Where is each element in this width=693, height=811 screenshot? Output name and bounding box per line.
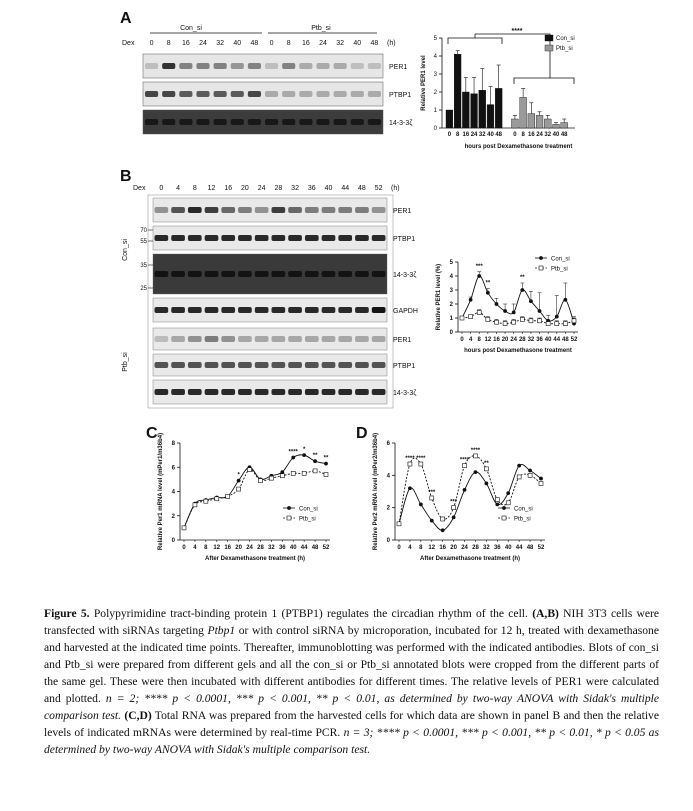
x-tick-label: 36 [278, 545, 286, 551]
mw-marker: 70 [140, 228, 147, 234]
lane-label: 24 [199, 40, 207, 47]
group-label-ptb: Ptb_si [311, 25, 331, 32]
y-axis-label: Relative Per1 mRNA level (mPer1/m36b4) [158, 432, 164, 551]
significance-label: **** [459, 457, 470, 464]
lane-label: 40 [233, 40, 242, 47]
legend-label: Con_si [514, 506, 533, 513]
blot-label: GAPDH [393, 308, 418, 315]
x-tick-label: 4 [408, 545, 412, 551]
y-tick-label: 4 [449, 274, 453, 280]
blot-label: PER1 [393, 337, 412, 344]
legend-marker [502, 506, 506, 510]
y-tick-label: 4 [386, 473, 390, 480]
data-point [419, 462, 423, 466]
sig-label: **** [511, 28, 523, 35]
lane-label: 16 [224, 185, 233, 192]
data-point [430, 519, 434, 523]
x-tick-label: 32 [544, 132, 552, 138]
data-point [408, 462, 412, 466]
x-tick-label: 44 [300, 545, 308, 551]
significance-label: ** [519, 275, 525, 281]
x-tick-label: 48 [495, 132, 503, 138]
x-tick-label: 32 [483, 545, 490, 551]
lane-label: 44 [341, 185, 350, 192]
lane-label: 8 [286, 40, 291, 47]
y-tick-label: 3 [449, 288, 453, 294]
legend-marker [502, 516, 506, 520]
y-tick-label: 3 [433, 72, 437, 78]
caption-ab-label: (A,B) [532, 607, 559, 620]
x-tick-label: 16 [224, 545, 232, 551]
lane-label: 0 [269, 40, 274, 47]
x-tick-label: 32 [268, 545, 275, 551]
significance-label: **** [470, 447, 481, 454]
x-tick-label: 44 [553, 337, 561, 343]
significance-label: *** [428, 489, 436, 496]
x-axis-label: hours post Dexamethasone treatment [464, 348, 572, 354]
x-tick-label: 40 [552, 132, 560, 138]
y-tick-label: 6 [386, 441, 390, 447]
x-tick-label: 44 [515, 545, 523, 551]
y-tick-label: 5 [433, 36, 437, 42]
y-tick-label: 2 [386, 505, 390, 512]
data-point [452, 506, 456, 510]
panel-letter-d: D [356, 425, 368, 442]
y-tick-label: 2 [171, 513, 175, 520]
y-tick-label: 5 [449, 260, 453, 266]
lane-label: 48 [250, 40, 259, 47]
unit-label: (h) [387, 40, 396, 47]
legend-label: Ptb_si [514, 516, 531, 523]
x-tick-label: 24 [510, 337, 518, 343]
x-tick-label: 16 [439, 545, 447, 551]
y-axis-label: Relative PER1 level (%) [436, 263, 442, 331]
y-tick-label: 2 [449, 302, 453, 308]
data-point [495, 503, 499, 507]
caption-cd-stats: n = 3; **** p < 0.0001, *** p < 0.001, ** p < 0.01, * p < 0.05 as determined by two-way ANOVA with Sidak's multiple comparison test. [44, 726, 659, 756]
x-tick-label: 36 [493, 545, 501, 551]
x-tick-label: 0 [460, 337, 464, 343]
lane-label: 40 [324, 185, 333, 192]
data-point [419, 503, 423, 507]
lane-label: 20 [241, 185, 249, 192]
x-tick-label: 28 [257, 545, 264, 551]
x-tick-label: 52 [537, 545, 545, 551]
x-tick-label: 52 [570, 337, 578, 343]
significance-label: ** [485, 280, 491, 287]
data-point [474, 470, 478, 474]
x-tick-label: 32 [527, 337, 535, 343]
side-label-con: Con_si [122, 239, 129, 261]
caption-ab-text-1: NIH 3T3 cells were transfected with siRNAs targeting [44, 607, 659, 637]
data-point [452, 515, 456, 519]
x-tick-label: 8 [521, 132, 525, 138]
legend-label: Ptb_si [299, 516, 316, 523]
mw-marker: 35 [140, 263, 147, 269]
significance-label: ** [312, 453, 318, 460]
blot-label: PER1 [393, 208, 412, 215]
x-tick-label: 8 [419, 545, 423, 551]
caption-ab-text-2: or with control siRNA by microporation, incubated for 12 h, treated with dexamethasone and harvested at the indicated time points. Thereafter, immunoblotting was performed with the indicated antibodies. Blots of con_si and Ptb_si were prepared from different gels and all the con_si or Ptb_si annotated blots were cropped from the different parts of the same gel. These were then incubated with different antibodies for different times. The relative levels of PER1 were calculated and plotted. [44, 624, 659, 705]
x-tick-label: 40 [504, 545, 512, 551]
caption-cd-label: (C,D) [124, 709, 152, 722]
x-tick-label: 48 [526, 545, 534, 551]
lane-label: 40 [353, 40, 362, 47]
legend-label: Ptb_si [556, 46, 573, 52]
x-tick-label: 16 [462, 132, 470, 138]
lane-label: 32 [291, 185, 299, 192]
x-tick-label: 0 [513, 132, 517, 138]
y-tick-label: 1 [433, 108, 437, 114]
lane-label: 36 [307, 185, 316, 192]
blot-label: PER1 [389, 64, 408, 71]
y-tick-label: 0 [433, 126, 437, 132]
blot-label: PTBP1 [389, 92, 412, 99]
x-tick-label: 28 [518, 337, 526, 343]
data-point [430, 496, 434, 500]
side-label-ptb: Ptb_si [122, 352, 129, 372]
x-tick-label: 24 [246, 545, 253, 551]
lane-label: 0 [149, 40, 154, 47]
significance-label: * [237, 472, 240, 479]
lane-label: 4 [176, 185, 181, 192]
x-tick-label: 20 [235, 545, 242, 551]
lane-label: 8 [166, 40, 171, 47]
lane-label: 32 [336, 40, 345, 47]
data-point [539, 481, 543, 485]
legend-label: Con_si [551, 256, 570, 263]
data-point [463, 464, 467, 468]
dex-label: Dex [133, 185, 146, 192]
x-tick-label: 40 [544, 337, 552, 343]
blot-label: 14-3-3ζ [393, 272, 417, 279]
data-point [539, 477, 543, 481]
x-tick-label: 4 [468, 337, 473, 343]
figure-label: Figure 5. [44, 607, 90, 620]
x-tick-label: 20 [450, 545, 457, 551]
blot-label: PTBP1 [393, 236, 416, 243]
y-axis-label: Relative PER1 level [421, 55, 427, 111]
lane-label: 48 [358, 185, 366, 192]
y-tick-label: 1 [449, 316, 453, 322]
significance-label: ** [323, 455, 329, 462]
data-point [517, 475, 521, 479]
lane-label: 48 [370, 40, 379, 47]
data-point [495, 498, 499, 502]
x-tick-label: 0 [182, 545, 186, 551]
group-label-con: Con_si [180, 25, 202, 32]
x-axis-label: After Dexamethasone treatment (h) [419, 556, 521, 562]
blot-label: 14-3-3ζ [393, 390, 417, 397]
x-tick-label: 4 [193, 545, 197, 551]
x-tick-label: 0 [397, 545, 401, 551]
y-tick-label: 0 [449, 330, 453, 336]
significance-label: **** [416, 456, 426, 463]
data-point [484, 467, 488, 471]
x-tick-label: 36 [536, 337, 543, 343]
data-point [473, 454, 477, 458]
y-tick-label: 4 [433, 54, 437, 60]
x-tick-label: 12 [484, 337, 492, 343]
data-point [506, 501, 510, 505]
x-tick-label: 32 [478, 132, 486, 138]
x-tick-label: 40 [289, 545, 297, 551]
panel-letter-b: B [120, 168, 132, 185]
data-point [528, 473, 532, 477]
x-axis-label: hours post Dexamethasone treatment [464, 144, 573, 150]
y-tick-label: 8 [171, 441, 175, 447]
significance-label: ** [484, 460, 489, 467]
significance-label: *** [475, 263, 483, 270]
x-tick-label: 20 [501, 337, 509, 343]
lane-label: 16 [301, 40, 310, 47]
x-tick-label: 8 [455, 132, 460, 138]
x-tick-label: 12 [428, 545, 436, 551]
x-tick-label: 48 [311, 545, 319, 551]
lane-label: 32 [216, 40, 225, 47]
lane-label: 52 [374, 185, 383, 192]
data-point [528, 469, 532, 473]
legend-label: Ptb_si [551, 266, 568, 273]
lane-label: 16 [181, 40, 190, 47]
y-tick-label: 0 [171, 538, 175, 544]
panel-letter-a: A [120, 10, 132, 27]
x-tick-label: 24 [461, 545, 468, 551]
significance-label: **** [288, 449, 298, 456]
y-axis-label: Relative Per2 mRNA level (mPer2/m36b4) [373, 432, 379, 551]
data-point [463, 488, 467, 492]
caption-cd-text: Total RNA was prepared from the harvested cells for which data are shown in panel B and then the relative levels of indicated mRNAs were determined by real-time PCR. [44, 709, 659, 739]
significance-label: * [302, 447, 306, 454]
data-point [484, 482, 488, 486]
x-tick-label: 24 [536, 132, 543, 138]
legend-label: Con_si [556, 36, 575, 42]
x-tick-label: 48 [560, 132, 568, 138]
y-tick-label: 4 [171, 489, 175, 496]
lane-label: 24 [319, 40, 327, 47]
data-point [517, 464, 521, 468]
significance-label: *** [450, 499, 458, 506]
blot-label: 14-3-3ζ [389, 120, 413, 127]
x-tick-label: 16 [493, 337, 500, 343]
lane-label: 12 [207, 185, 216, 192]
blot-label: PTBP1 [393, 363, 416, 370]
x-tick-label: 8 [477, 337, 481, 343]
x-tick-label: 0 [447, 132, 452, 138]
data-point [441, 517, 445, 521]
lane-label: 24 [257, 185, 266, 192]
dex-label: Dex [122, 40, 135, 47]
figure-title: Polypyrimidine tract-binding protein 1 (PTBP1) regulates the circadian rhythm of the cell. [89, 607, 528, 620]
caption-gene: Ptbp1 [207, 624, 236, 637]
lane-label: 28 [274, 185, 283, 192]
x-tick-label: 16 [527, 132, 535, 138]
x-tick-label: 40 [487, 132, 494, 138]
mw-marker: 25 [140, 286, 147, 292]
legend-label: Con_si [299, 506, 318, 513]
x-axis-label: After Dexamethasone treatment (h) [204, 556, 306, 562]
lane-label: 0 [159, 185, 164, 192]
caption-ab-stats: n = 2; **** p < 0.0001, *** p < 0.001, ** p < 0.01, as determined by two-way ANOVA with Sidak's multiple comparison test. [44, 692, 659, 722]
y-tick-label: 6 [171, 465, 175, 472]
y-tick-label: 0 [386, 538, 390, 544]
x-tick-label: 24 [470, 132, 478, 138]
data-point [441, 528, 445, 532]
x-tick-label: 48 [562, 337, 569, 343]
data-point [506, 491, 510, 495]
mw-marker: 55 [140, 239, 147, 245]
x-tick-label: 8 [204, 545, 208, 551]
x-tick-label: 12 [213, 545, 221, 551]
figure-caption [44, 605, 659, 758]
lane-label: 8 [192, 185, 197, 192]
y-tick-label: 2 [433, 90, 437, 96]
x-tick-label: 52 [322, 545, 330, 551]
unit-label: (h) [391, 185, 400, 192]
x-tick-label: 28 [472, 545, 479, 551]
panel-letter-c: C [146, 425, 158, 442]
data-point [397, 522, 401, 526]
significance-label: **** [405, 456, 415, 463]
data-point [408, 486, 412, 490]
